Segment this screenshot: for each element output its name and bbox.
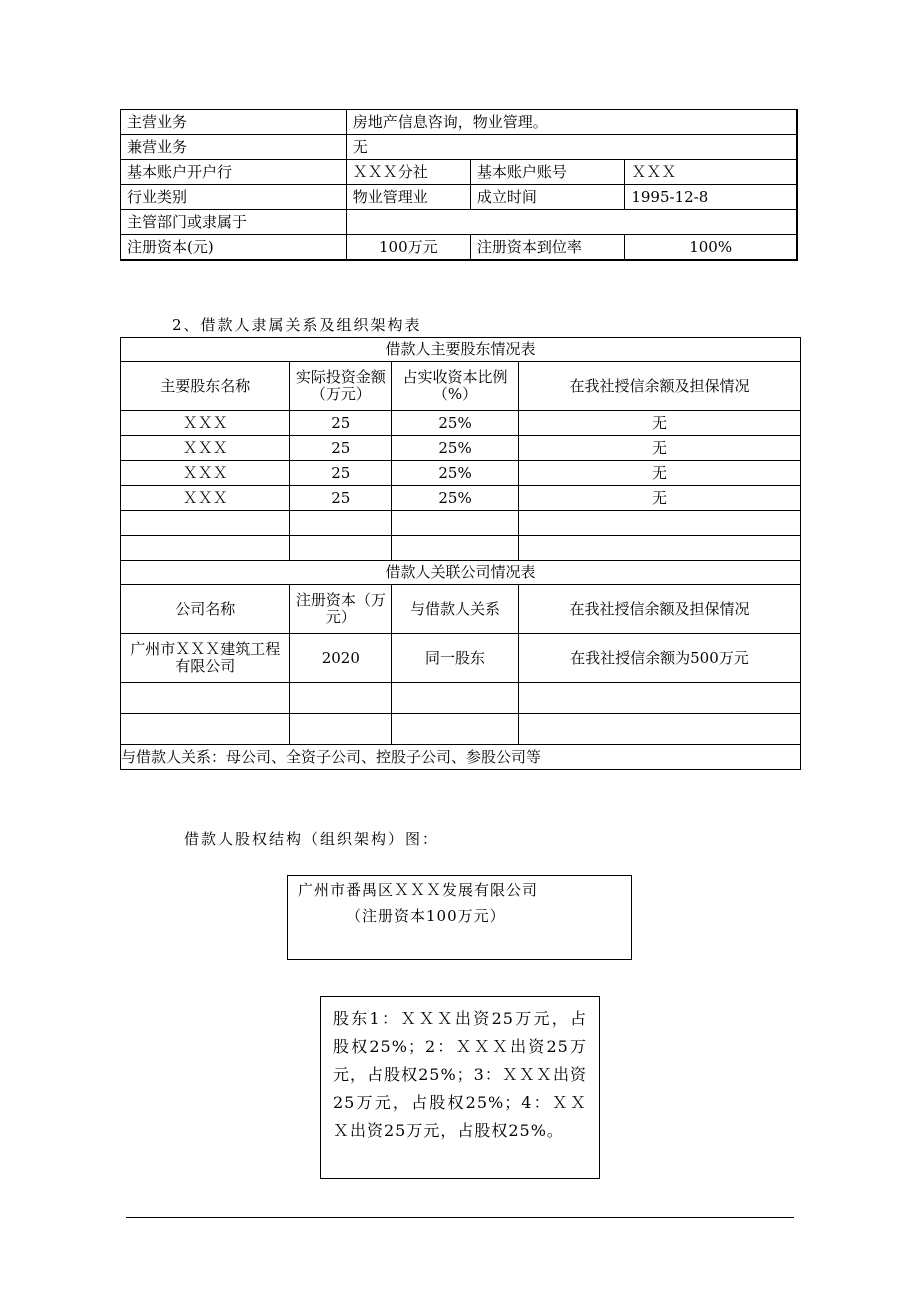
table-cell: 无	[518, 461, 800, 486]
industry-value: 物业管理业	[346, 185, 470, 210]
table-cell: 广州市ＸＸＸ建筑工程有限公司	[121, 634, 290, 683]
shareholders-header: 实际投资金额（万元）	[290, 362, 392, 411]
table-row	[121, 634, 801, 683]
company-box	[287, 875, 632, 960]
table-cell	[121, 683, 290, 714]
founded-value: 1995-12-8	[625, 185, 797, 210]
table-cell: 25%	[392, 486, 519, 511]
table-cell: 25	[290, 461, 392, 486]
table-row	[121, 436, 801, 461]
table-cell	[392, 714, 519, 745]
capital-value: 100万元	[346, 235, 470, 261]
table-cell	[392, 683, 519, 714]
table-cell: 无	[518, 411, 800, 436]
shareholders-header: 在我社授信余额及担保情况	[518, 362, 800, 411]
section-title: 2、借款人隶属关系及组织架构表	[172, 316, 422, 334]
table-cell	[290, 536, 392, 561]
basic-info-table	[120, 109, 798, 261]
table-cell: ＸＸＸ	[121, 436, 290, 461]
authority-label: 主管部门或隶属于	[121, 210, 347, 235]
main-business-label: 主营业务	[121, 110, 347, 135]
table-cell	[518, 536, 800, 561]
side-business-value: 无	[346, 135, 797, 160]
founded-label: 成立时间	[470, 185, 625, 210]
table-row	[121, 714, 801, 745]
table-cell: 25%	[392, 461, 519, 486]
table-row	[121, 511, 801, 536]
table-cell	[121, 714, 290, 745]
capital-rate-label: 注册资本到位率	[470, 235, 625, 261]
table-row	[121, 683, 801, 714]
table-cell: 25%	[392, 411, 519, 436]
org-chart-title: 借款人股权结构（组织架构）图：	[184, 830, 440, 848]
bank-value: ＸＸＸ分社	[346, 160, 470, 185]
relation-note: 与借款人关系：母公司、全资子公司、控股子公司、参股公司等	[121, 745, 801, 770]
affiliates-header: 在我社授信余额及担保情况	[518, 585, 800, 634]
account-value: ＸＸＸ	[625, 160, 797, 185]
table-cell	[121, 536, 290, 561]
table-cell	[121, 511, 290, 536]
shareholders-box: 股东1：ＸＸＸ出资25万元，占股权25%；2：ＸＸＸ出资25万元，占股权25%；3：ＸＸＸ出资25万元，占股权25%；4：ＸＸＸ出资25万元，占股权25%。	[320, 996, 600, 1179]
capital-label: 注册资本(元)	[121, 235, 347, 261]
shareholders-table-title: 借款人主要股东情况表	[121, 338, 801, 362]
table-cell	[518, 511, 800, 536]
bank-label: 基本账户开户行	[121, 160, 347, 185]
side-business-label: 兼营业务	[121, 135, 347, 160]
table-cell: ＸＸＸ	[121, 461, 290, 486]
bottom-divider	[126, 1217, 794, 1218]
table-row	[121, 411, 801, 436]
table-cell	[290, 511, 392, 536]
authority-value	[346, 210, 797, 235]
table-cell: 25	[290, 436, 392, 461]
table-cell: 无	[518, 486, 800, 511]
industry-label: 行业类别	[121, 185, 347, 210]
affiliates-header: 公司名称	[121, 585, 290, 634]
company-name: 广州市番禺区ＸＸＸ发展有限公司	[298, 881, 539, 899]
table-cell	[290, 714, 392, 745]
main-business-value: 房地产信息咨询，物业管理。	[346, 110, 797, 135]
table-cell	[518, 714, 800, 745]
table-row	[121, 486, 801, 511]
table-cell: ＸＸＸ	[121, 486, 290, 511]
table-cell: 25	[290, 411, 392, 436]
table-cell	[518, 683, 800, 714]
table-row	[121, 536, 801, 561]
affiliates-table-title: 借款人关联公司情况表	[121, 561, 801, 585]
affiliates-header: 注册资本（万元）	[290, 585, 392, 634]
table-cell: 2020	[290, 634, 392, 683]
table-cell: 无	[518, 436, 800, 461]
table-cell: 在我社授信余额为500万元	[518, 634, 800, 683]
table-cell	[290, 683, 392, 714]
table-row	[121, 461, 801, 486]
relations-table	[120, 337, 801, 770]
account-label: 基本账户账号	[470, 160, 625, 185]
company-capital: （注册资本100万元）	[346, 907, 506, 925]
table-cell: 25%	[392, 436, 519, 461]
table-cell: ＸＸＸ	[121, 411, 290, 436]
shareholders-header: 主要股东名称	[121, 362, 290, 411]
table-cell	[392, 536, 519, 561]
affiliates-header: 与借款人关系	[392, 585, 519, 634]
table-cell: 25	[290, 486, 392, 511]
capital-rate-value: 100%	[625, 235, 797, 261]
table-cell	[392, 511, 519, 536]
shareholders-header: 占实收资本比例（%）	[392, 362, 519, 411]
table-cell: 同一股东	[392, 634, 519, 683]
